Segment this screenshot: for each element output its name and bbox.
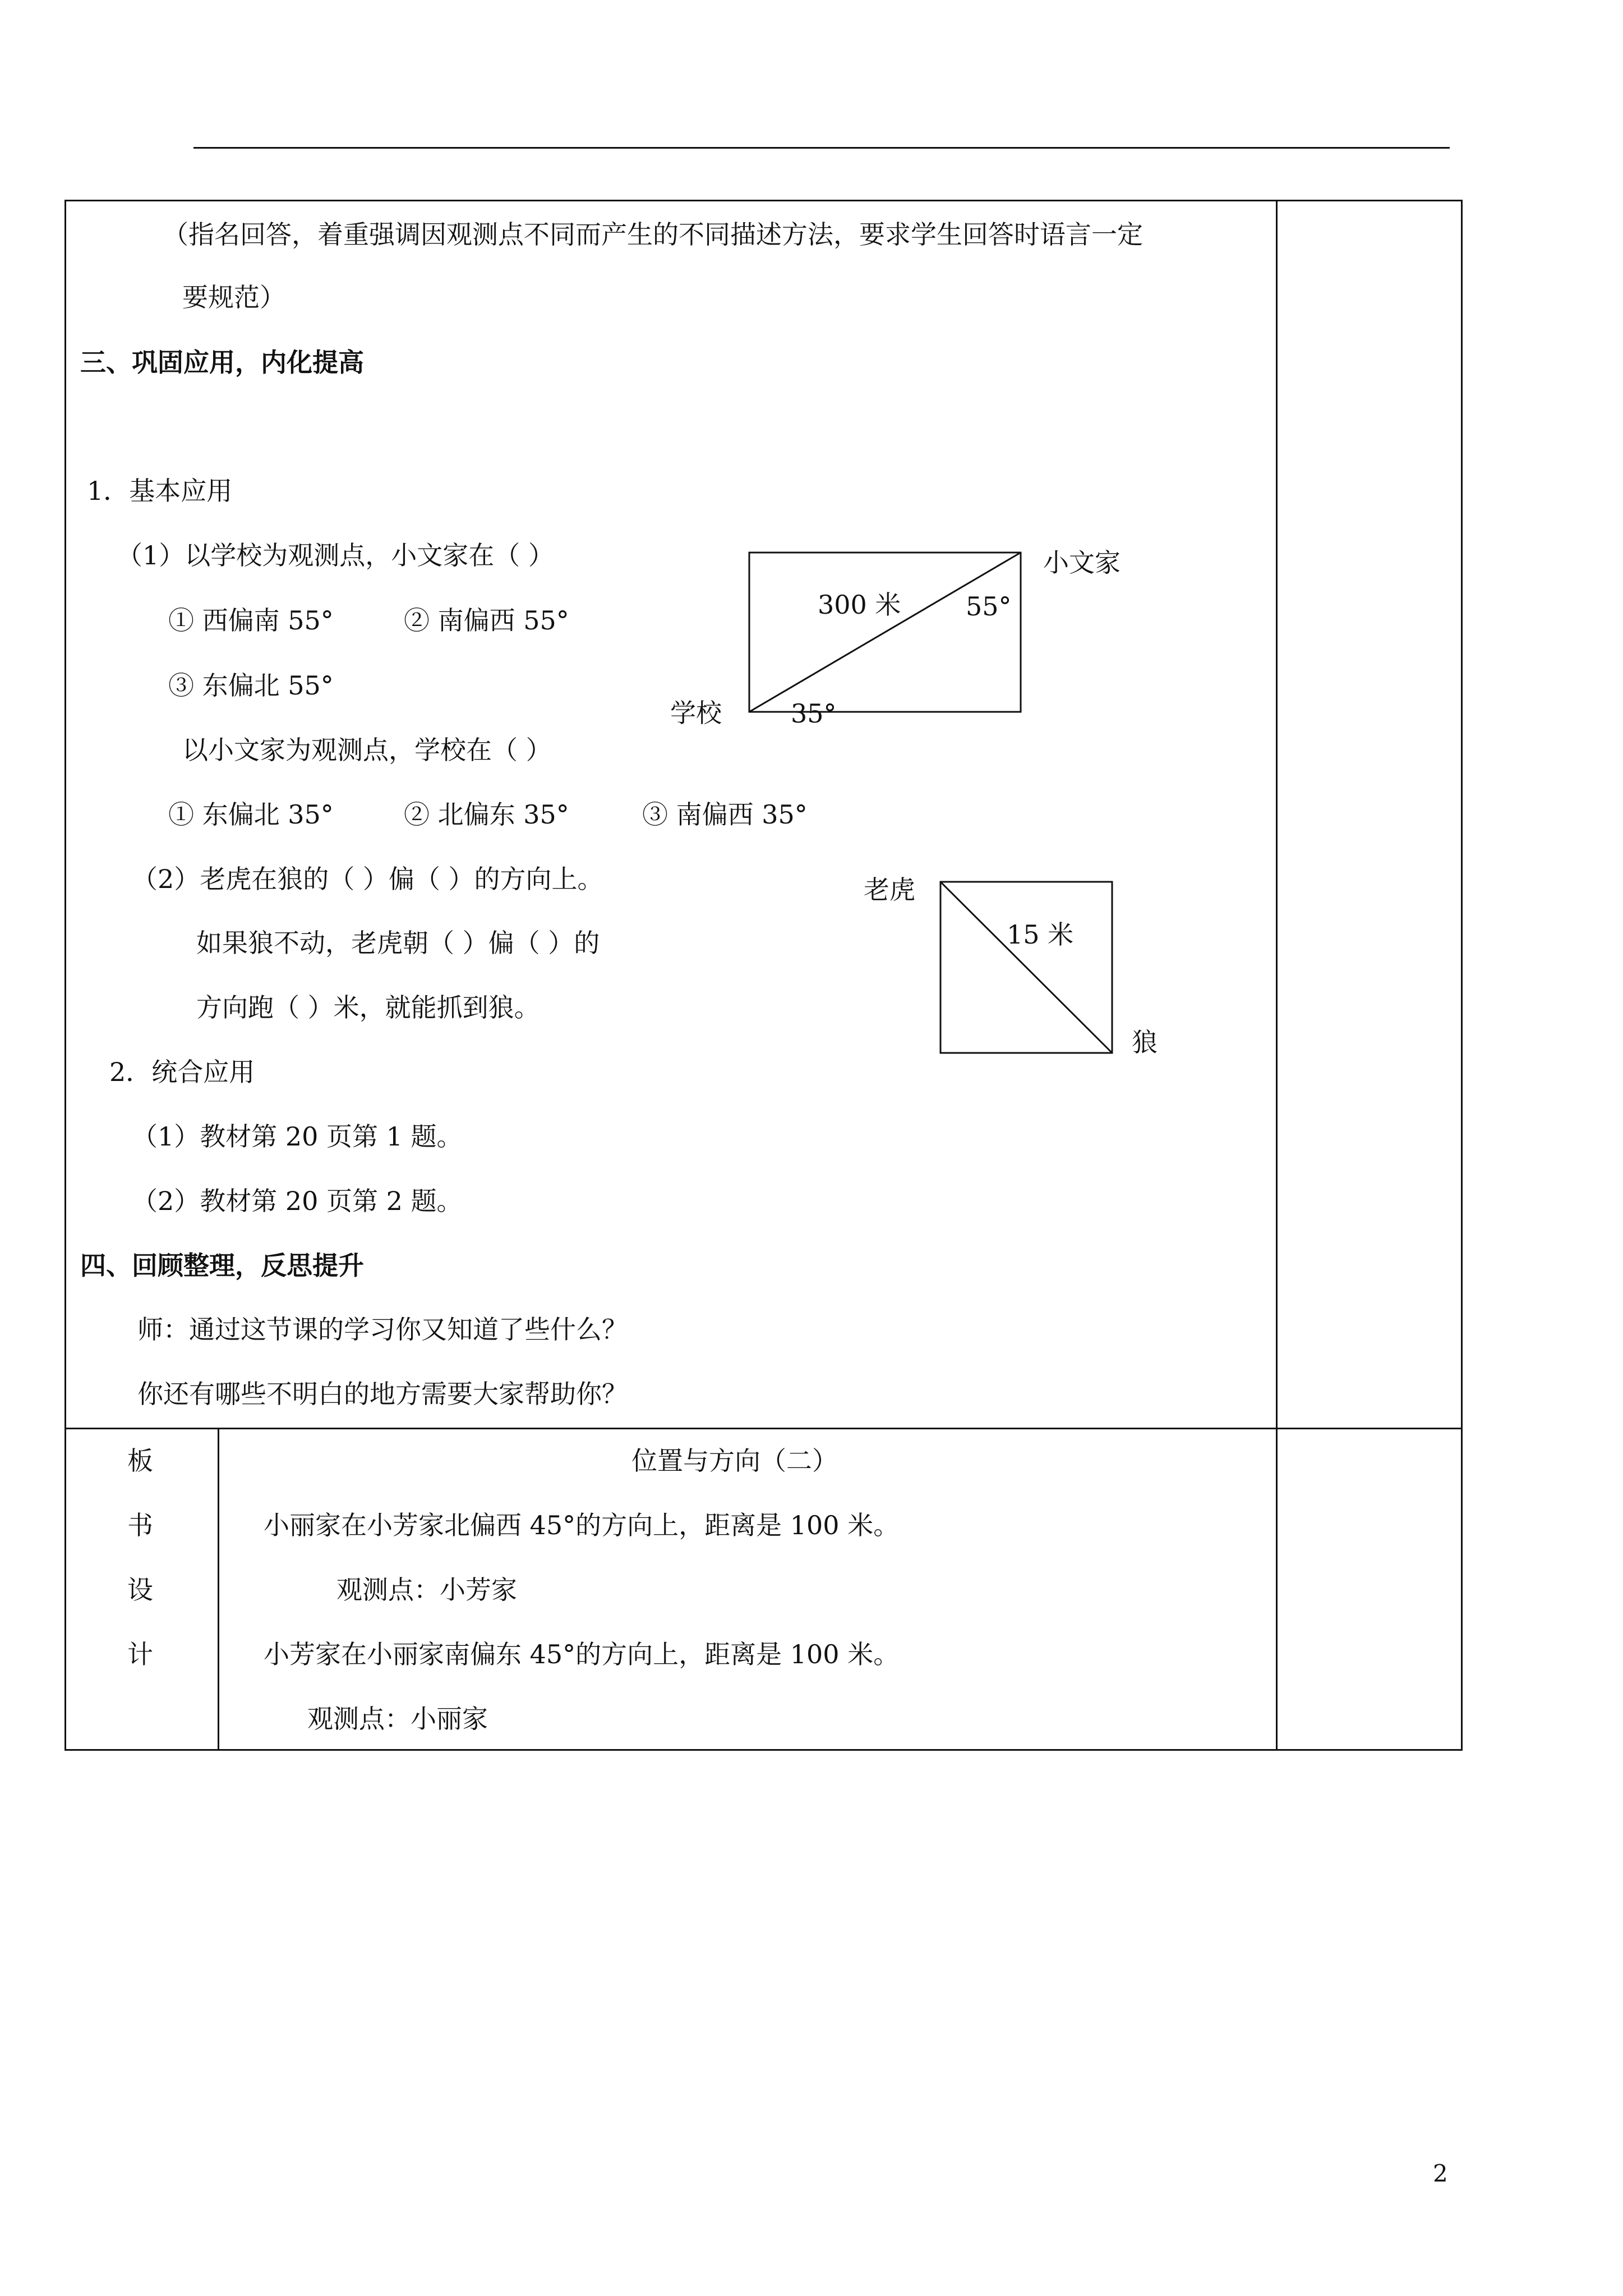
table-middle-border <box>64 1428 1463 1429</box>
q2-line1: （2）老虎在狼的（ ）偏（ ）的方向上。 <box>132 864 603 894</box>
board-line-1: 小丽家在小芳家北偏西 45°的方向上，距离是 100 米。 <box>264 1510 900 1540</box>
diagram1-diagonal <box>749 553 1021 712</box>
board-label-char-2: 书 <box>127 1510 153 1540</box>
board-title: 位置与方向（二） <box>631 1446 838 1476</box>
table-top-border <box>64 200 1463 201</box>
teacher-line2: 你还有哪些不明白的地方需要大家帮助你？ <box>137 1379 628 1409</box>
instruction-note-line2: 要规范） <box>182 282 285 312</box>
q1-option-3: ③ 东偏北 55° <box>168 670 334 701</box>
q1-option-2: ② 南偏西 55° <box>404 605 569 636</box>
diagram2-distance-label: 15 米 <box>1007 919 1074 950</box>
item2-question-1: （1）教材第 20 页第 1 题。 <box>132 1121 463 1152</box>
section3-title: 三、巩固应用，内化提高 <box>80 347 364 378</box>
diagram-school-home-shape <box>740 547 1032 732</box>
header-rule <box>193 147 1450 149</box>
diagram1-angle-top: 55° <box>966 591 1012 622</box>
q1-prompt2: 以小文家为观测点，学校在（ ） <box>182 735 552 765</box>
item2-question-2: （2）教材第 20 页第 2 题。 <box>132 1186 463 1216</box>
board-line-2: 观测点：小芳家 <box>336 1575 517 1605</box>
diagram2-label-tiger: 老虎 <box>864 875 915 905</box>
instruction-note-line1: （指名回答，着重强调因观测点不同而产生的不同描述方法，要求学生回答时语言一定 <box>163 219 1143 250</box>
table-board-label-border <box>218 1428 219 1751</box>
board-line-4: 观测点：小丽家 <box>307 1704 488 1734</box>
section4-title: 四、回顾整理，反思提升 <box>80 1250 364 1281</box>
q2-line2: 如果狼不动，老虎朝（ ）偏（ ）的 <box>196 928 600 958</box>
q1-option-6: ③ 南偏西 35° <box>642 799 808 830</box>
diagram2-label-wolf: 狼 <box>1132 1027 1158 1057</box>
table-notes-column-border <box>1276 200 1278 1751</box>
q1-option-1: ① 西偏南 55° <box>168 605 334 636</box>
board-label-char-1: 板 <box>127 1446 153 1476</box>
teacher-line1: 师：通过这节课的学习你又知道了些什么？ <box>137 1314 628 1345</box>
table-bottom-border <box>64 1749 1463 1751</box>
table-right-border <box>1461 200 1463 1751</box>
board-label-char-3: 设 <box>127 1575 153 1605</box>
page-number: 2 <box>1433 2160 1448 2187</box>
q2-line3: 方向跑（ ）米，就能抓到狼。 <box>196 992 540 1023</box>
board-label-char-4: 计 <box>127 1639 153 1669</box>
q1-option-5: ② 北偏东 35° <box>404 799 569 830</box>
diagram1-label-school: 学校 <box>670 698 722 728</box>
diagram-tiger-wolf-shape <box>934 875 1119 1060</box>
table-left-border <box>64 200 66 1751</box>
q1-prompt: （1）以学校为观测点，小文家在（ ） <box>117 540 554 570</box>
item1-title: 1．基本应用 <box>87 476 233 506</box>
diagram1-label-home: 小文家 <box>1043 547 1121 578</box>
q1-option-4: ① 东偏北 35° <box>168 799 334 830</box>
diagram1-distance-label: 300 米 <box>818 590 901 620</box>
board-line-3: 小芳家在小丽家南偏东 45°的方向上，距离是 100 米。 <box>264 1639 900 1669</box>
diagram1-angle-bottom: 35° <box>791 698 837 729</box>
diagram2-diagonal <box>940 882 1112 1053</box>
item2-title: 2．统合应用 <box>109 1057 255 1087</box>
